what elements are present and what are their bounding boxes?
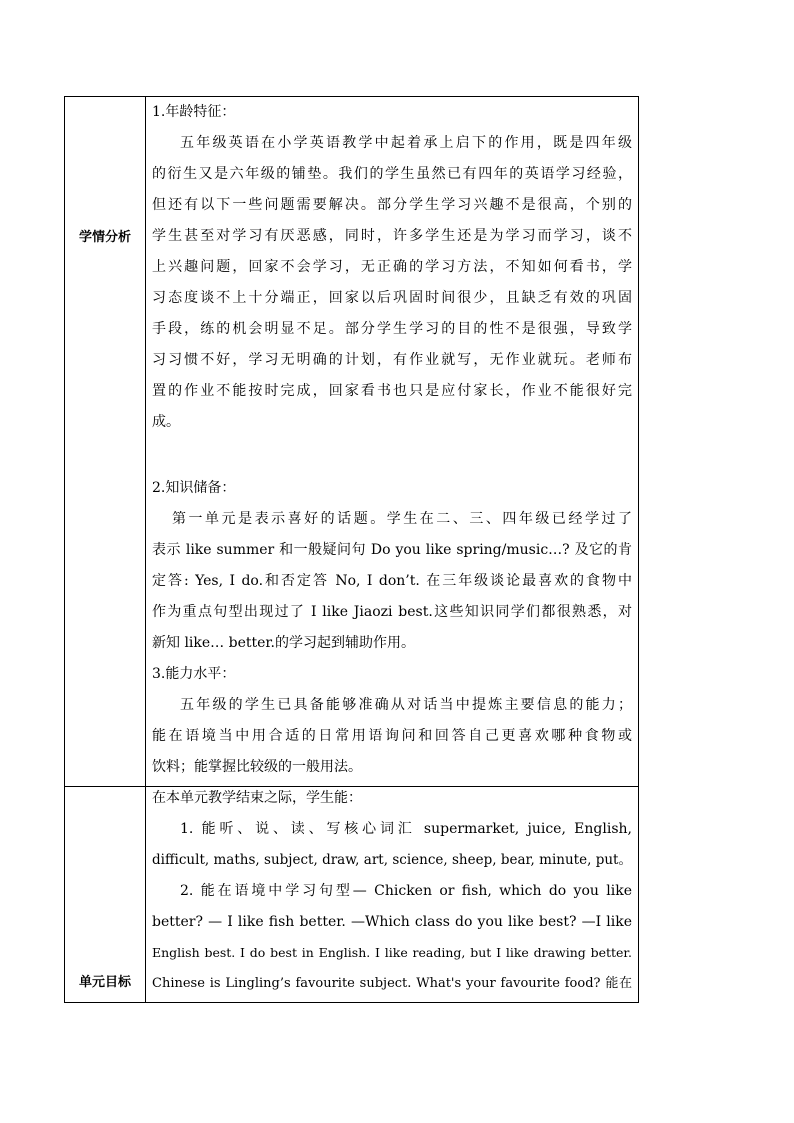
goal-line: 2. 能在语境中学习句型— Chicken or fish, which do you like bbox=[180, 883, 632, 899]
paragraph-line: 表示 like summer 和一般疑问句 Do you like spring/music…? 及它的肯 bbox=[152, 542, 632, 558]
paragraph-line: 习态度谈不上十分端正，回家以后巩固时间很少，且缺乏有效的巩固 bbox=[152, 290, 632, 306]
paragraph-line: 能在语境当中用合适的日常用语询问和回答自己更喜欢哪种食物或 bbox=[152, 728, 632, 744]
goal-line: 1. 能听、说、读、写核心词汇 supermarket, juice, English, bbox=[180, 821, 632, 837]
knowledge-heading: 2.知识储备： bbox=[152, 480, 236, 496]
paragraph-line: 学生甚至对学习有厌恶感，同时，许多学生还是为学习而学习，谈不 bbox=[152, 228, 632, 244]
ability-heading: 3.能力水平： bbox=[152, 666, 236, 682]
label-cell bbox=[65, 97, 146, 786]
paragraph-line: 作为重点句型出现过了 I like Jiaozi best.这些知识同学们都很熟悉，对 bbox=[152, 604, 632, 620]
goal-line: better? — I like fish better. —Which class do you like best? —I like bbox=[152, 914, 632, 930]
table-row-unit-goals bbox=[65, 786, 638, 1002]
paragraph-line: 第一单元是表示喜好的话题。学生在二、三、四年级已经学过了 bbox=[172, 511, 632, 527]
paragraph-line: 手段，练的机会明显不足。部分学生学习的目的性不是很强，导致学 bbox=[152, 321, 632, 337]
paragraph-line: 习习惯不好，学习无明确的计划，有作业就写，无作业就玩。老师布 bbox=[152, 352, 632, 368]
paragraph-line: 的衍生又是六年级的铺垫。我们的学生虽然已有四年的英语学习经验， bbox=[152, 166, 632, 182]
content-table bbox=[64, 96, 639, 1003]
table-row-student-analysis bbox=[65, 97, 638, 787]
paragraph-line: 五年级英语在小学英语教学中起着承上启下的作用，既是四年级 bbox=[180, 135, 632, 151]
paragraph-line: 成。 bbox=[152, 414, 180, 430]
goal-line: difficult, maths, subject, draw, art, science, sheep, bear, minute, put。 bbox=[152, 852, 632, 868]
row-label-unit-goals: 单元目标 bbox=[78, 975, 131, 990]
goal-line: English best. I do best in English. I like reading, but I like drawing better. bbox=[152, 945, 632, 960]
paragraph-line: 定答: Yes, I do.和否定答 No, I don’t. 在三年级谈论最喜欢的食物中 bbox=[152, 573, 632, 589]
paragraph-line: 饮料；能掌握比较级的一般用法。 bbox=[152, 759, 362, 775]
paragraph-line: 五年级的学生已具备能够准确从对话当中提炼主要信息的能力； bbox=[180, 697, 632, 713]
goal-line: Chinese is Lingling’s favourite subject. What's your favourite food? 能在 bbox=[152, 976, 632, 991]
label-cell bbox=[65, 786, 146, 1002]
paragraph-line: 新知 like… better.的学习起到辅助作用。 bbox=[152, 635, 416, 651]
row-label-student-analysis: 学情分析 bbox=[78, 230, 131, 245]
goals-intro: 在本单元教学结束之际，学生能： bbox=[152, 790, 362, 806]
paragraph-line: 上兴趣问题，回家不会学习，无正确的学习方法，不知如何看书，学 bbox=[152, 259, 632, 275]
age-heading: 1.年龄特征： bbox=[152, 104, 236, 120]
paragraph-line: 但还有以下一些问题需要解决。部分学生学习兴趣不是很高，个别的 bbox=[152, 197, 632, 213]
paragraph-line: 置的作业不能按时完成，回家看书也只是应付家长，作业不能很好完 bbox=[152, 383, 632, 399]
